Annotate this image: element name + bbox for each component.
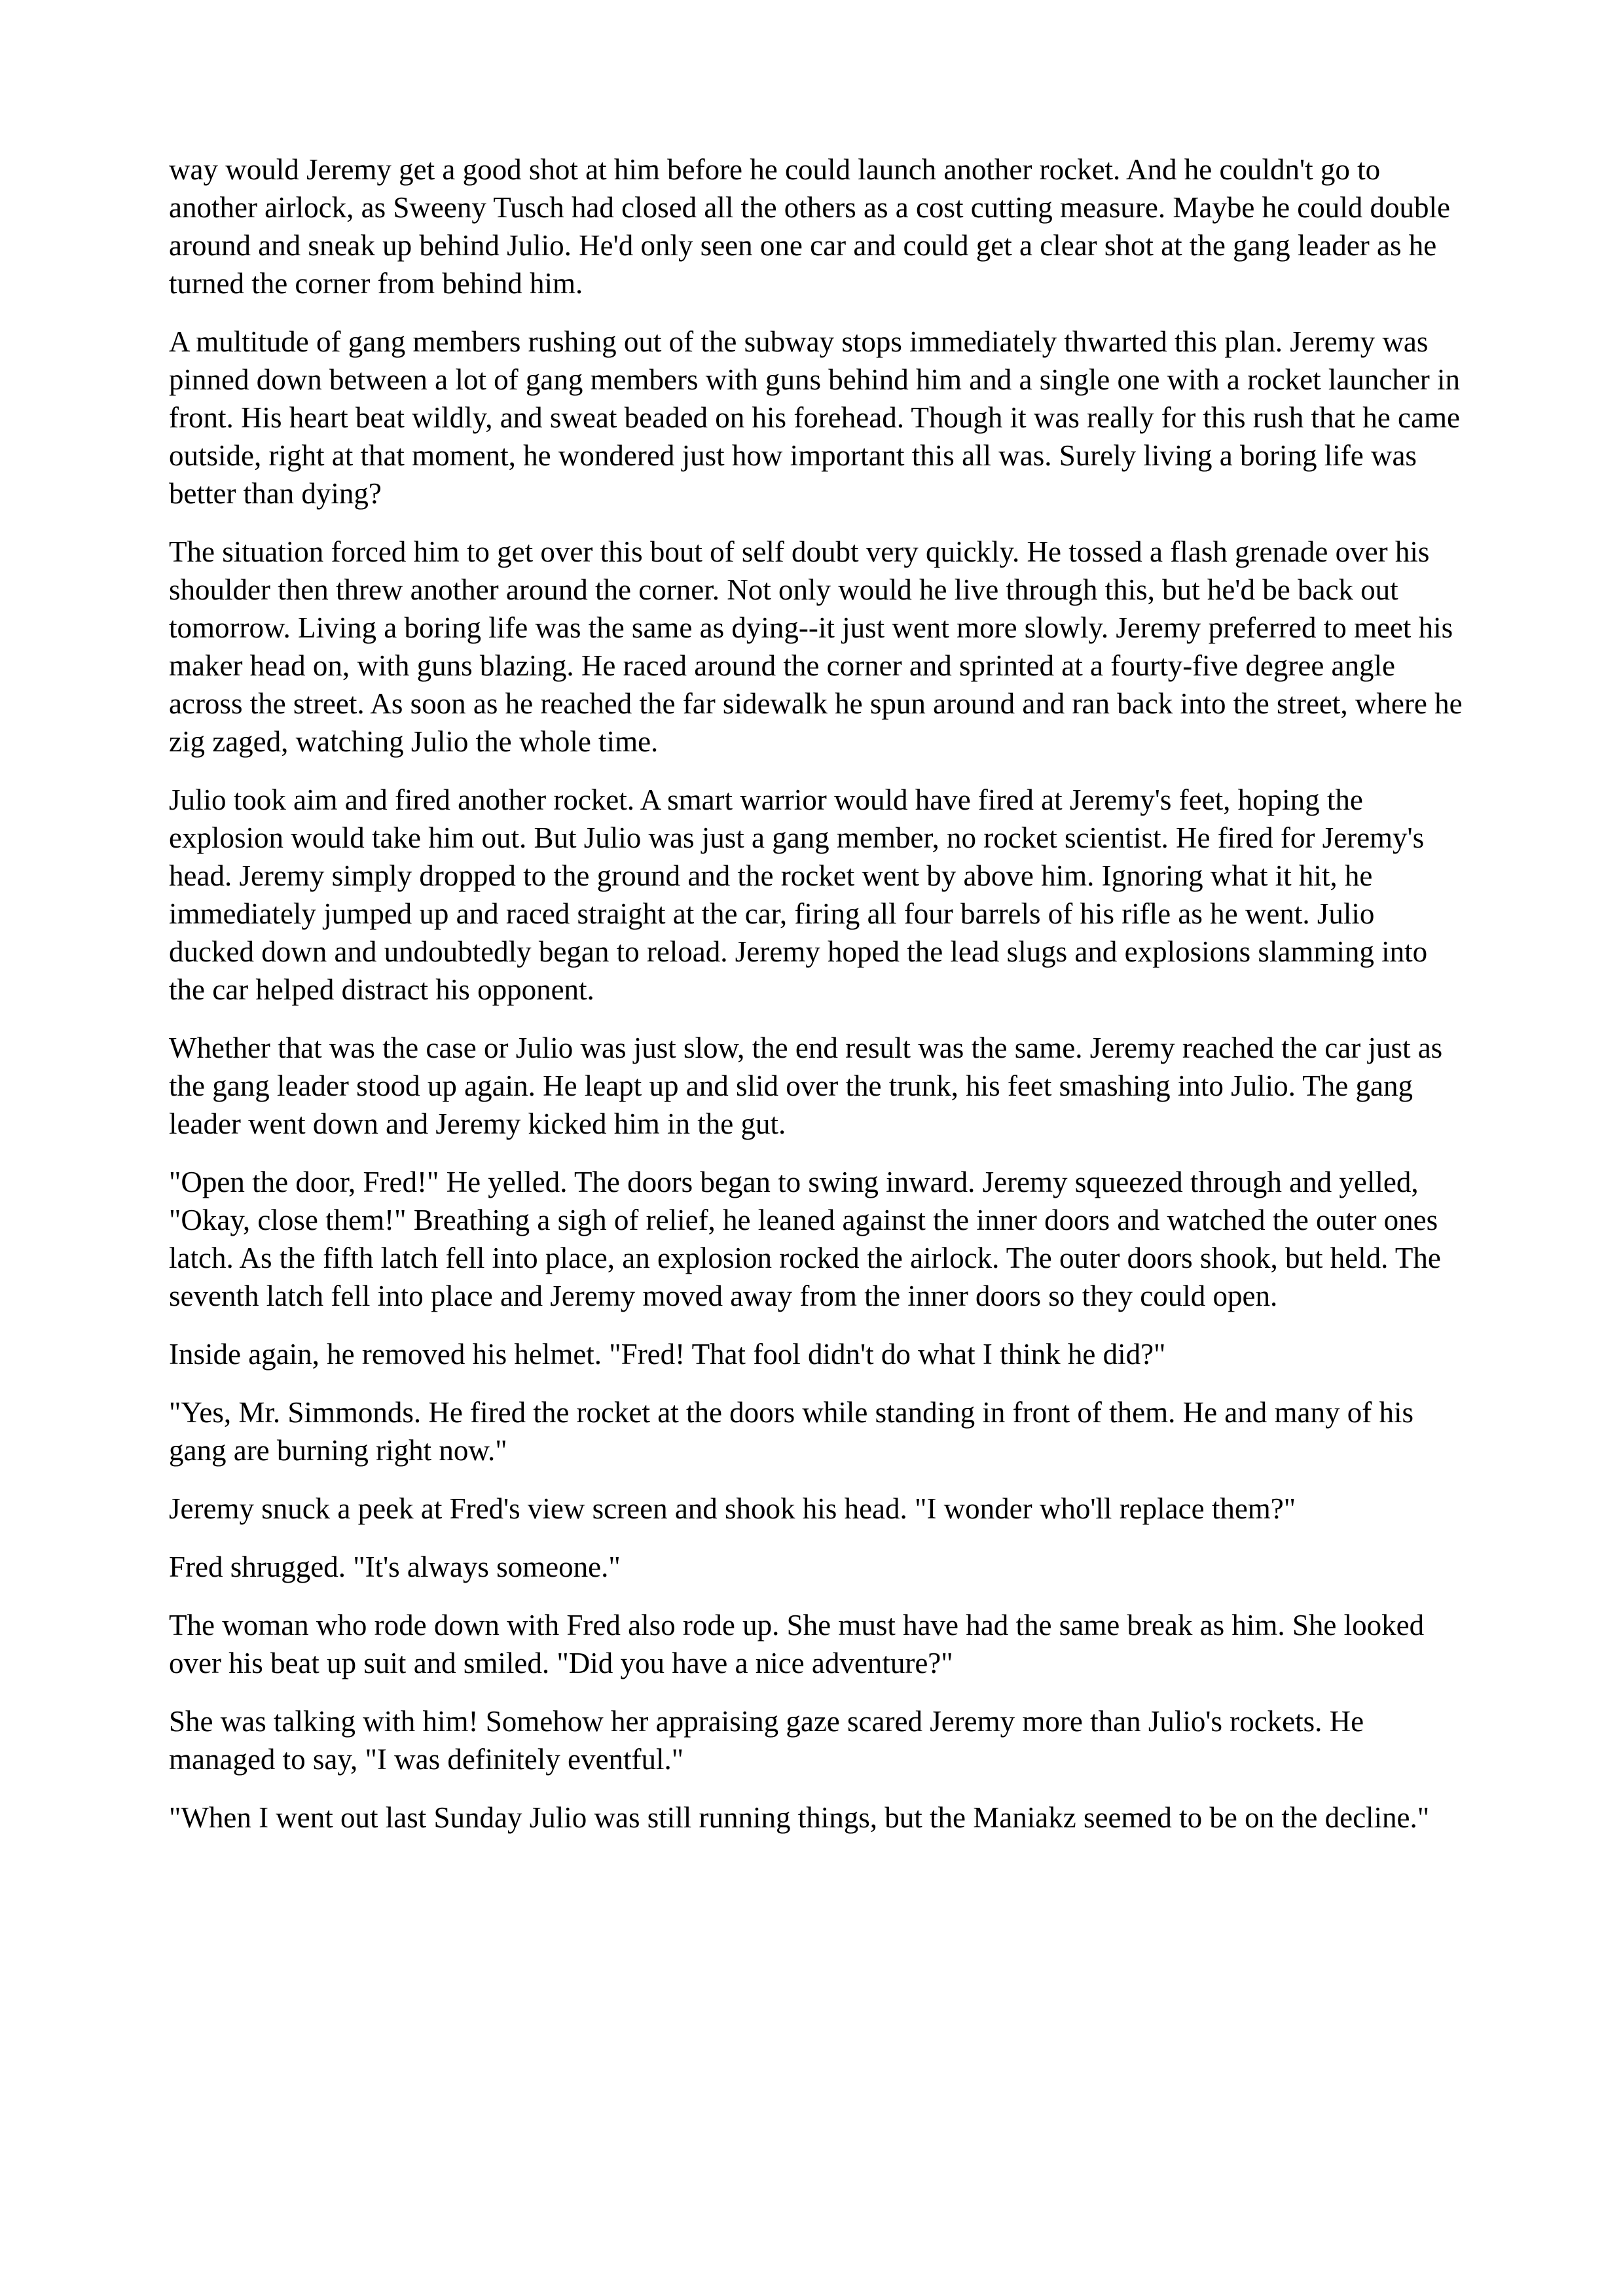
body-text: [169, 151, 1467, 1857]
paragraph: She was talking with him! Somehow her appraising gaze scared Jeremy more than Julio's rockets. He managed to say, "I was definitely eventful.": [169, 1705, 1364, 1776]
paragraph: Fred shrugged. "It's always someone.": [169, 1551, 621, 1583]
paragraph: The woman who rode down with Fred also rode up. She must have had the same break as him. She looked over his beat up suit and smiled. "Did you have a nice adventure?": [169, 1609, 1425, 1679]
paragraph: Inside again, he removed his helmet. "Fred! That fool didn't do what I think he did?": [169, 1338, 1166, 1371]
paragraph: way would Jeremy get a good shot at him before he could launch another rocket. And he couldn't go to another airlock, as Sweeny Tusch had closed all the others as a cost cutting measure. Maybe he could double around and sneak up behind Julio. He'd only seen one car and could get a clear shot at the gang leader as he turned the corner from behind him.: [169, 153, 1450, 300]
paragraph: "Yes, Mr. Simmonds. He fired the rocket at the doors while standing in front of them. He and many of his gang are burning right now.": [169, 1396, 1414, 1467]
paragraph: Jeremy snuck a peek at Fred's view screen and shook his head. "I wonder who'll replace them?": [169, 1492, 1296, 1525]
paragraph: "When I went out last Sunday Julio was still running things, but the Maniakz seemed to be on the decline.": [169, 1801, 1430, 1834]
paragraph: Julio took aim and fired another rocket. A smart warrior would have fired at Jeremy's feet, hoping the explosion would take him out. But Julio was just a gang member, no rocket scientist. He fired for Jeremy's head. Jeremy simply dropped to the ground and the rocket went by above him. Ignoring what it hit, he immediately jumped up and raced straight at the car, firing all four barrels of his rifle as he went. Julio ducked down and undoubtedly began to reload. Jeremy hoped the lead slugs and explosions slamming into the car helped distract his opponent.: [169, 783, 1428, 1006]
paragraph: The situation forced him to get over this bout of self doubt very quickly. He tossed a flash grenade over his shoulder then threw another around the corner. Not only would he live through this, but he'd be back out tomorrow. Living a boring life was the same as dying--it just went more slowly. Jeremy preferred to meet his maker head on, with guns blazing. He raced around the corner and sprinted at a fourty-five degree angle across the street. As soon as he reached the far sidewalk he spun around and ran back into the street, where he zig zaged, watching Julio the whole time.: [169, 535, 1463, 758]
paragraph: "Open the door, Fred!" He yelled. The doors began to swing inward. Jeremy squeezed through and yelled, "Okay, close them!" Breathing a sigh of relief, he leaned against the inner doors and watched the outer ones latch. As the fifth latch fell into place, an explosion rocked the airlock. The outer doors shook, but held. The seventh latch fell into place and Jeremy moved away from the inner doors so they could open.: [169, 1166, 1441, 1312]
paragraph: Whether that was the case or Julio was just slow, the end result was the same. Jeremy reached the car just as the gang leader stood up again. He leapt up and slid over the trunk, his feet smashing into Julio. The gang leader went down and Jeremy kicked him in the gut.: [169, 1031, 1443, 1140]
paragraph: A multitude of gang members rushing out of the subway stops immediately thwarted this plan. Jeremy was pinned down between a lot of gang members with guns behind him and a single one with a rocket launcher in front. His heart beat wildly, and sweat beaded on his forehead. Though it was really for this rush that he came outside, right at that moment, he wondered just how important this all was. Surely living a boring life was better than dying?: [169, 325, 1461, 510]
